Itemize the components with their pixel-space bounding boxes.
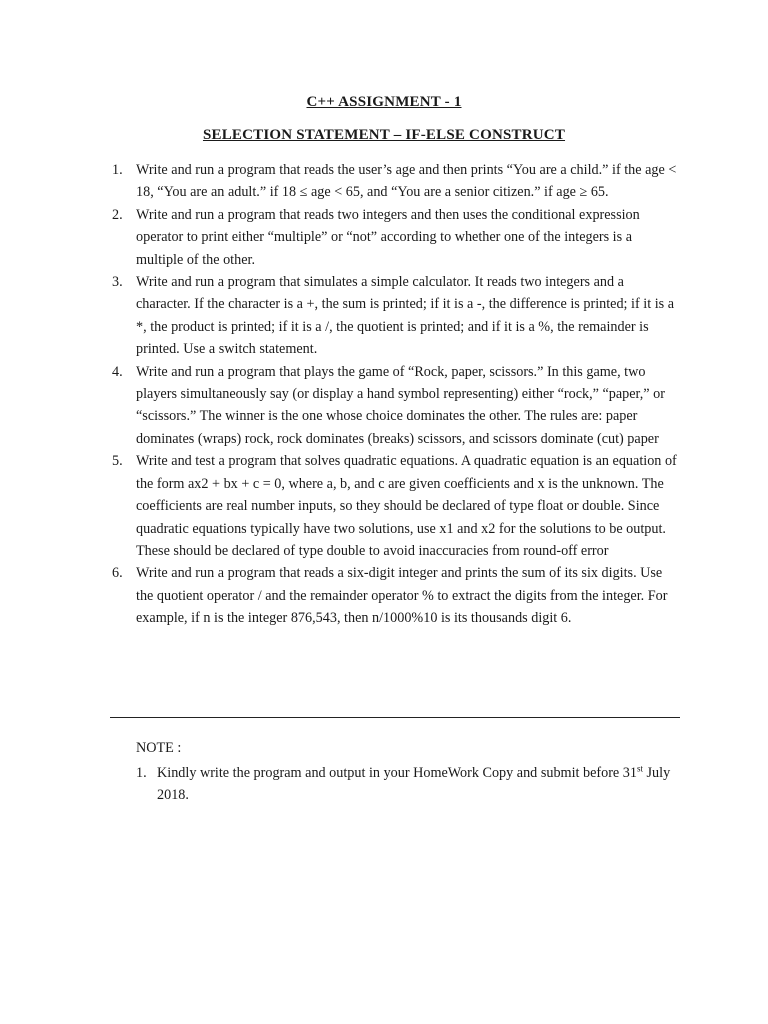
note-text-end: July 2018. [157, 765, 671, 804]
question-list [112, 159, 678, 630]
assignment-subtitle: SELECTION STATEMENT – IF-ELSE CONSTRUCT [202, 127, 566, 143]
note-superscript: st [636, 763, 643, 774]
question-text: Write and run a program that reads two integers and then uses the conditional expression operator to print either “multiple” or “not” according to whether one of the integers is a multiple of the other. [136, 206, 640, 268]
question-text: Write and run a program that reads the user’s age and then prints “You are a child.” if the age < 18, “You are an adult.” if 18 ≤ age < 65, and “You are a senior citizen.” if age ≥ 65. [136, 162, 677, 201]
section-divider [110, 717, 680, 718]
question-item [112, 361, 678, 451]
question-item [112, 204, 678, 271]
question-item [112, 450, 678, 562]
question-item [112, 271, 678, 361]
note-item [136, 762, 676, 807]
question-item [112, 562, 678, 629]
question-text: Write and run a program that simulates a simple calculator. It reads two integers and a character. If the character is a +, the sum is printed; if it is a -, the difference is printed; if it is a *, the product is printed; if it is a /, the quotient is printed; and if it is a %, the remainder is printed. Use a switch statement. [136, 274, 674, 358]
note-heading: NOTE : [136, 740, 182, 756]
question-number: 4. [112, 363, 123, 380]
question-text: Write and run a program that reads a six-digit integer and prints the sum of its six digits. Use the quotient operator / and the remainder operator % to extract the digits from the integer. For example, if n is the integer 876,543, then n/1000%10 is its thousands digit 6. [136, 565, 668, 627]
question-number: 3. [112, 274, 123, 291]
question-number: 6. [112, 565, 123, 582]
question-item [112, 159, 678, 204]
note-list [136, 762, 676, 807]
question-number: 5. [112, 453, 123, 470]
note-number: 1. [136, 765, 147, 781]
question-text: Write and run a program that plays the game of “Rock, paper, scissors.” In this game, two players simultaneously say (or display a hand symbol representing) either “rock,” “paper,” or “scissors.” The winner is the one whose choice dominates the other. The rules are: paper dominates (wraps) rock, rock dominates (breaks) scissors, and scissors dominate (cut) paper [136, 363, 665, 447]
question-number: 1. [112, 162, 123, 178]
question-text: Write and test a program that solves quadratic equations. A quadratic equation is an equation of the form ax2 + bx + c = 0, where a, b, and c are given coefficients and x is the unknown. The coefficients are real number inputs, so they should be declared of type float or double. Since quadratic equations typically have two solutions, use x1 and x2 for the solutions to be output. These should be declared of type double to avoid inaccuracies from round-off error [136, 453, 677, 559]
assignment-title: C++ ASSIGNMENT - 1 [306, 94, 462, 110]
note-text [157, 765, 670, 803]
note-text-main: Kindly write the program and output in your HomeWork Copy and submit before 31 [157, 765, 637, 781]
question-number: 2. [112, 206, 123, 223]
